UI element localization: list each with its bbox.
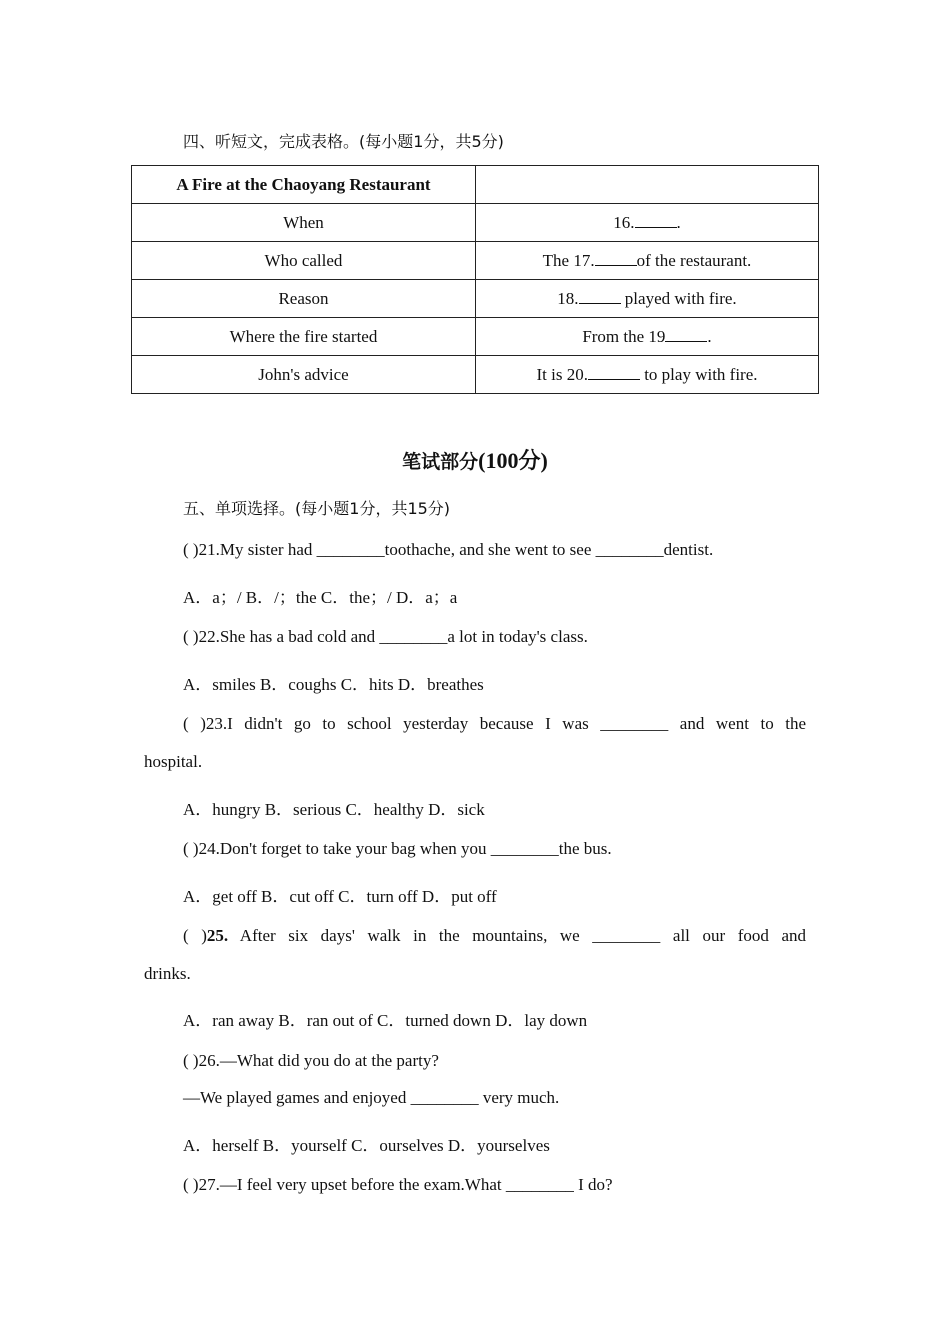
answer-suffix: of the restaurant.	[636, 251, 752, 270]
section5-score-note: (每小题1分，共15分)	[295, 499, 451, 518]
written-title-score: (100分)	[478, 448, 548, 473]
answer-blank-16[interactable]	[635, 212, 677, 228]
row-answer	[476, 318, 819, 356]
table-row	[132, 280, 819, 318]
written-part-title	[0, 444, 950, 475]
answer-blank-19[interactable]	[665, 326, 707, 342]
question-25-stem-rest: After six days' walk in the mountains, we ________ all our food and	[228, 926, 806, 945]
question-23-options: A．hungry B．serious C．healthy D．sick	[183, 800, 485, 819]
row-label: When	[132, 204, 476, 242]
section4-heading-text: 四、听短文，完成表格。	[183, 132, 360, 151]
question-25-stem	[183, 926, 806, 946]
answer-blank-18[interactable]	[579, 288, 621, 304]
question-25-paren: ( )	[183, 926, 207, 945]
question-23-stem: ( )23.I didn't go to school yesterday because I was ________ and went to the	[183, 714, 806, 733]
question-24-stem: ( )24.Don't forget to take your bag when you ________the bus.	[183, 839, 612, 858]
question-25-options: A．ran away B．ran out of C．turned down D．lay down	[183, 1011, 588, 1030]
question-24-options: A．get off B．cut off C．turn off D．put off	[183, 887, 497, 906]
table-header-blank	[476, 166, 819, 204]
question-26-options: A．herself B．yourself C．ourselves D．yourselves	[183, 1136, 550, 1155]
section5-heading	[183, 496, 450, 519]
answer-prefix: 16.	[613, 213, 635, 232]
question-25-number: 25.	[206, 926, 229, 945]
question-26-stem: ( )26.—What did you do at the party?	[183, 1051, 439, 1070]
row-answer	[476, 242, 819, 280]
answer-suffix: to play with fire.	[639, 365, 758, 384]
row-label: Where the fire started	[132, 318, 476, 356]
table-row	[132, 356, 819, 394]
answer-suffix: .	[676, 213, 681, 232]
answer-prefix: 18.	[557, 289, 579, 308]
table-row	[132, 242, 819, 280]
row-label: John's advice	[132, 356, 476, 394]
question-22-stem: ( )22.She has a bad cold and ________a lot in today's class.	[183, 627, 588, 646]
answer-blank-17[interactable]	[595, 250, 637, 266]
fill-in-table	[131, 165, 819, 394]
table-row	[132, 204, 819, 242]
question-21-stem: ( )21.My sister had ________toothache, and she went to see ________dentist.	[183, 540, 714, 559]
written-title-zh: 笔试部分	[402, 451, 479, 473]
question-25-stem-cont: drinks.	[144, 964, 191, 983]
question-21-options: A．a；/ B．/；the C．the；/ D．a；a	[183, 588, 458, 607]
row-answer	[476, 204, 819, 242]
answer-prefix: It is 20.	[536, 365, 588, 384]
section5-heading-text: 五、单项选择。	[183, 499, 296, 518]
answer-suffix: played with fire.	[620, 289, 737, 308]
answer-blank-20[interactable]	[588, 364, 640, 380]
section4-heading	[183, 129, 504, 152]
row-label: Reason	[132, 280, 476, 318]
row-answer	[476, 280, 819, 318]
section4-score-note: (每小题1分，共5分)	[359, 132, 504, 151]
answer-suffix: .	[707, 327, 712, 346]
question-23-stem-cont: hospital.	[144, 752, 203, 771]
row-label: Who called	[132, 242, 476, 280]
table-row	[132, 318, 819, 356]
table-header-title: A Fire at the Chaoyang Restaurant	[132, 166, 476, 204]
question-22-options: A．smiles B．coughs C．hits D．breathes	[183, 675, 484, 694]
answer-prefix: From the 19	[582, 327, 666, 346]
answer-prefix: The 17.	[542, 251, 595, 270]
question-26-line2: —We played games and enjoyed ________ very much.	[183, 1088, 560, 1107]
row-answer	[476, 356, 819, 394]
table-header-row	[132, 166, 819, 204]
question-27-stem: ( )27.—I feel very upset before the exam.What ________ I do?	[183, 1175, 613, 1194]
